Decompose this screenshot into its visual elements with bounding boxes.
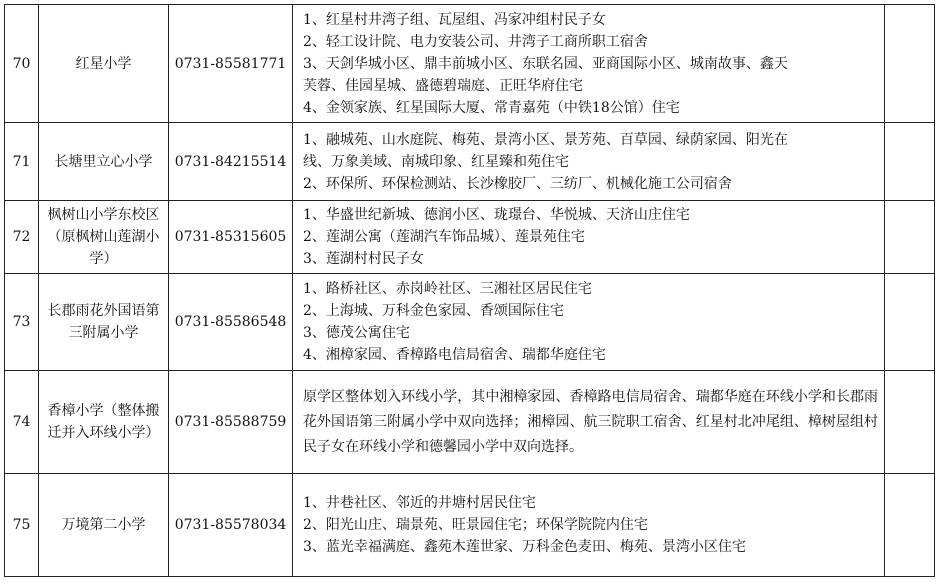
table-row xyxy=(5,201,935,274)
phone-number: 0731-84215514 xyxy=(169,123,293,201)
enrollment-area xyxy=(293,201,885,274)
phone-number: 0731-85588759 xyxy=(169,371,293,474)
row-number: 71 xyxy=(5,123,39,201)
area-line: 芙蓉、佳园星城、盛德碧瑞庭、正旺华府住宅 xyxy=(303,77,583,94)
area-line: 1、路桥社区、赤岗岭社区、三湘社区居民住宅 xyxy=(303,281,592,297)
phone-number: 0731-85578034 xyxy=(169,474,293,577)
area-line: 2、上海城、万科金色家园、香颂国际住宅 xyxy=(303,303,564,319)
school-name: 长郡雨花外国语第三附属小学 xyxy=(39,274,169,371)
area-line: 2、环保所、环保检测站、长沙橡胶厂、三纺厂、机械化施工公司宿舍 xyxy=(303,175,732,192)
enrollment-area xyxy=(293,274,885,371)
area-line: 1、红星村井湾子组、瓦屋组、冯家冲组村民子女 xyxy=(303,11,606,28)
remarks-cell xyxy=(885,5,935,123)
area-line: 2、莲湖公寓（莲湖汽车饰品城）、莲景苑住宅 xyxy=(303,229,585,245)
area-line: 3、天剑华城小区、鼎丰前城小区、东联名园、亚商国际小区、城南故事、鑫天 xyxy=(303,55,788,72)
phone-number: 0731-85581771 xyxy=(169,5,293,123)
enrollment-area xyxy=(293,123,885,201)
row-number: 72 xyxy=(5,201,39,274)
area-line: 3、莲湖村村民子女 xyxy=(303,251,424,267)
area-line: 2、阳光山庄、瑞景苑、旺景园住宅；环保学院院内住宅 xyxy=(303,517,648,533)
school-name: 长塘里立心小学 xyxy=(39,123,169,201)
area-line: 2、轻工设计院、电力安装公司、井湾子工商所职工宿舍 xyxy=(303,33,648,50)
row-number: 73 xyxy=(5,274,39,371)
area-line: 4、金领家族、红星国际大厦、常青嘉苑（中铁18公馆）住宅 xyxy=(303,99,680,116)
area-line: 3、德茂公寓住宅 xyxy=(303,325,410,341)
table-row xyxy=(5,5,935,123)
school-name: 香樟小学（整体搬迁并入环线小学） xyxy=(39,371,169,474)
area-line: 3、蓝光幸福满庭、鑫苑木莲世家、万科金色麦田、梅苑、景湾小区住宅 xyxy=(303,539,746,555)
area-line: 线、万象美域、南城印象、红星臻和苑住宅 xyxy=(303,153,569,170)
enrollment-area xyxy=(293,474,885,577)
area-line: 1、华盛世纪新城、德润小区、珑璟台、华悦城、天济山庄住宅 xyxy=(303,207,690,223)
row-number: 74 xyxy=(5,371,39,474)
remarks-cell xyxy=(885,371,935,474)
school-name: 枫树山小学东校区（原枫树山莲湖小学） xyxy=(39,201,169,274)
enrollment-area-paragraph: 原学区整体划入环线小学，其中湘樟家园、香樟路电信局宿舍、瑞都华庭在环线小学和长郡雨花外国语第三附属小学中双向选择；湘樟园、航三院职工宿舍、红星村北冲尾组、樟树屋组村民子女在环线小学和德馨园小学中双向选择。 xyxy=(293,371,885,474)
area-line: 4、湘樟家园、香樟路电信局宿舍、瑞都华庭住宅 xyxy=(303,347,606,363)
remarks-cell xyxy=(885,201,935,274)
remarks-cell xyxy=(885,474,935,577)
table-row xyxy=(5,371,935,474)
row-number: 75 xyxy=(5,474,39,577)
area-line: 1、融城苑、山水庭院、梅苑、景湾小区、景芳苑、百草园、绿荫家园、阳光在 xyxy=(303,131,788,148)
school-name: 红星小学 xyxy=(39,5,169,123)
phone-number: 0731-85586548 xyxy=(169,274,293,371)
table-row xyxy=(5,274,935,371)
area-line: 1、井巷社区、邻近的井塘村居民住宅 xyxy=(303,495,536,511)
phone-number: 0731-85315605 xyxy=(169,201,293,274)
remarks-cell xyxy=(885,274,935,371)
enrollment-area xyxy=(293,5,885,123)
row-number: 70 xyxy=(5,5,39,123)
table-row xyxy=(5,474,935,577)
table-row xyxy=(5,123,935,201)
remarks-cell xyxy=(885,123,935,201)
school-district-table xyxy=(4,4,935,577)
school-name: 万境第二小学 xyxy=(39,474,169,577)
